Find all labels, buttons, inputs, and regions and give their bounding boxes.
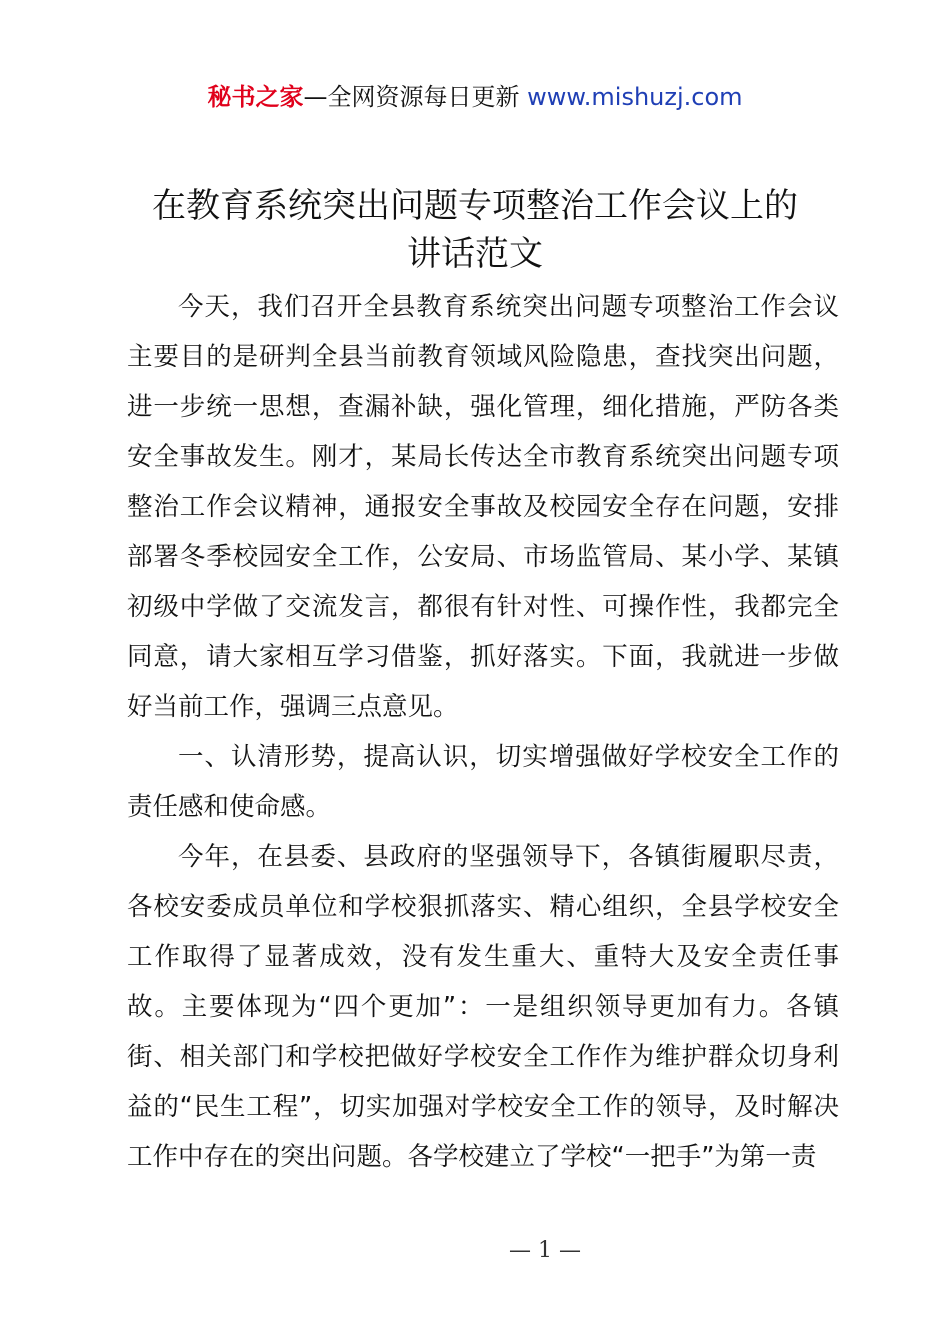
document-body (127, 282, 839, 1182)
body-paragraph-intro: 今天，我们召开全县教育系统突出问题专项整治工作会议主要目的是研判全县当前教育领域风险隐患，查找突出问题，进一步统一思想，查漏补缺，强化管理，细化措施，严防各类安全事故发生。刚才，某局长传达全市教育系统突出问题专项整治工作会议精神，通报安全事故及校园安全存在问题，安排部署冬季校园安全工作，公安局、市场监管局、某小学、某镇初级中学做了交流发言，都很有针对性、可操作性，我都完全同意，请大家相互学习借鉴，抓好落实。下面，我就进一步做好当前工作，强调三点意见。 (127, 292, 839, 722)
page-number (0, 1236, 950, 1266)
page-number-label: — 1 — (509, 1238, 581, 1263)
document-title-line-2: 讲话范文 (407, 234, 543, 274)
document-title-line-1: 在教育系统突出问题专项整治工作会议上的 (152, 186, 798, 226)
section-heading-1: 一、认清形势，提高认识，切实增强做好学校安全工作的责任感和使命感。 (127, 742, 839, 822)
header-tagline: —全网资源每日更新 (303, 83, 520, 111)
brand-name: 秘书之家 (207, 83, 304, 111)
site-header (0, 80, 950, 114)
site-url-link[interactable]: www.mishuzj.com (527, 83, 743, 111)
document-title (0, 182, 950, 278)
body-paragraph-achievements: 今年，在县委、县政府的坚强领导下，各镇街履职尽责，各校安委成员单位和学校狠抓落实、精心组织，全县学校安全工作取得了显著成效，没有发生重大、重特大及安全责任事故。主要体现为“四个更加”：一是组织领导更加有力。各镇街、相关部门和学校把做好学校安全工作作为维护群众切身利益的“民生工程”，切实加强对学校安全工作的领导，及时解决工作中存在的突出问题。各学校建立了学校“一把手”为第一责 (127, 842, 839, 1172)
